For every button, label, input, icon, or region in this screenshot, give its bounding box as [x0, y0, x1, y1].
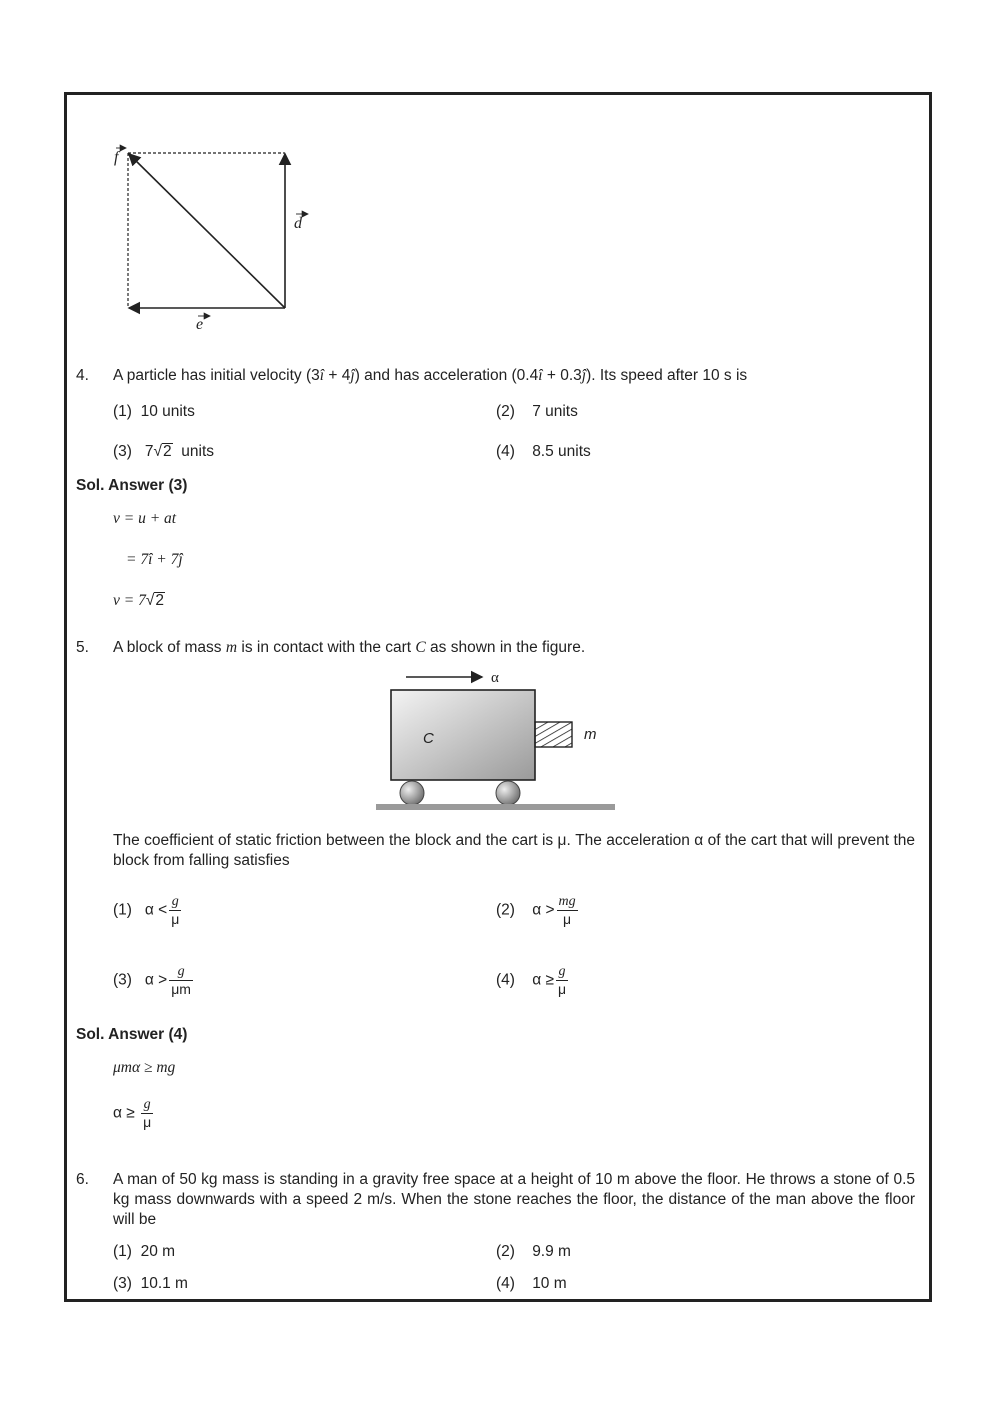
q6-option-4[interactable]: (4) 10 m	[496, 1275, 567, 1292]
vector-f-arrow	[129, 154, 285, 308]
q5-solution-header: Sol. Answer (4)	[76, 1026, 188, 1043]
q4-option-2[interactable]: (2) 7 units	[496, 403, 578, 420]
q5-number: 5.	[76, 639, 89, 656]
cart-label: C	[423, 730, 434, 747]
cart-body	[391, 690, 535, 780]
ground	[376, 804, 615, 810]
q6-option-2[interactable]: (2) 9.9 m	[496, 1243, 571, 1260]
q6-option-1[interactable]: (1) 20 m	[113, 1243, 176, 1260]
q5-solution-line1: μmα ≥ mg	[113, 1059, 176, 1076]
q5-question: A block of mass m is in contact with the cart C as shown in the figure.	[113, 639, 586, 656]
q5-body: The coefficient of static friction between the block and the cart is μ. The acceleration α of the cart that will prevent the block from falling satisfies	[113, 832, 915, 869]
q4-solution-line1: v = u + at	[113, 510, 177, 527]
wheel-right	[496, 781, 520, 805]
q4-option-1[interactable]: (1) 10 units	[113, 403, 195, 420]
block-label: m	[584, 726, 597, 743]
label-e: e	[196, 316, 204, 333]
label-d: d	[294, 215, 302, 232]
q5-option-1[interactable]: (1) α < $\frac{g}{\mu}$	[113, 894, 180, 927]
wheel-left	[400, 781, 424, 805]
q5-option-4[interactable]: (4) α ≥ $\frac{g}{\mu}$	[496, 964, 567, 997]
q4-option-3[interactable]: (3) 7√2 units	[113, 443, 215, 460]
label-f: f	[114, 149, 119, 166]
vector-diagram	[110, 140, 330, 340]
q4-question: A particle has initial velocity (3î + 4ĵ) and has acceleration (0.4î + 0.3ĵ). Its speed after 10 s is	[113, 367, 748, 384]
q4-solution-line2: = 7î + 7ĵ	[126, 551, 183, 568]
q4-option-4[interactable]: (4) 8.5 units	[496, 443, 591, 460]
block-m	[535, 722, 572, 747]
q6-number: 6.	[76, 1171, 89, 1188]
q4-solution-line3: v = 7√2	[113, 592, 164, 609]
q5-solution-line2: α ≥ $\frac{g}{\mu}$	[113, 1097, 152, 1130]
q4-number: 4.	[76, 367, 89, 384]
alpha-label: α	[491, 670, 499, 686]
q4-solution-header: Sol. Answer (3)	[76, 477, 188, 494]
q6-question: A man of 50 kg mass is standing in a gravity free space at a height of 10 m above the floor. He throws a stone of 0.5 kg mass downwards with a speed 2 m/s. When the stone reaches the floor, the distance of the man above the floor will be	[113, 1171, 915, 1228]
q5-option-3[interactable]: (3) α > $\frac{g}{\mu m}$	[113, 964, 191, 997]
q5-option-2[interactable]: (2) α > $\frac{mg}{\mu}$	[496, 894, 576, 927]
cart-diagram	[370, 665, 630, 820]
q6-option-3[interactable]: (3) 10.1 m	[113, 1275, 188, 1292]
